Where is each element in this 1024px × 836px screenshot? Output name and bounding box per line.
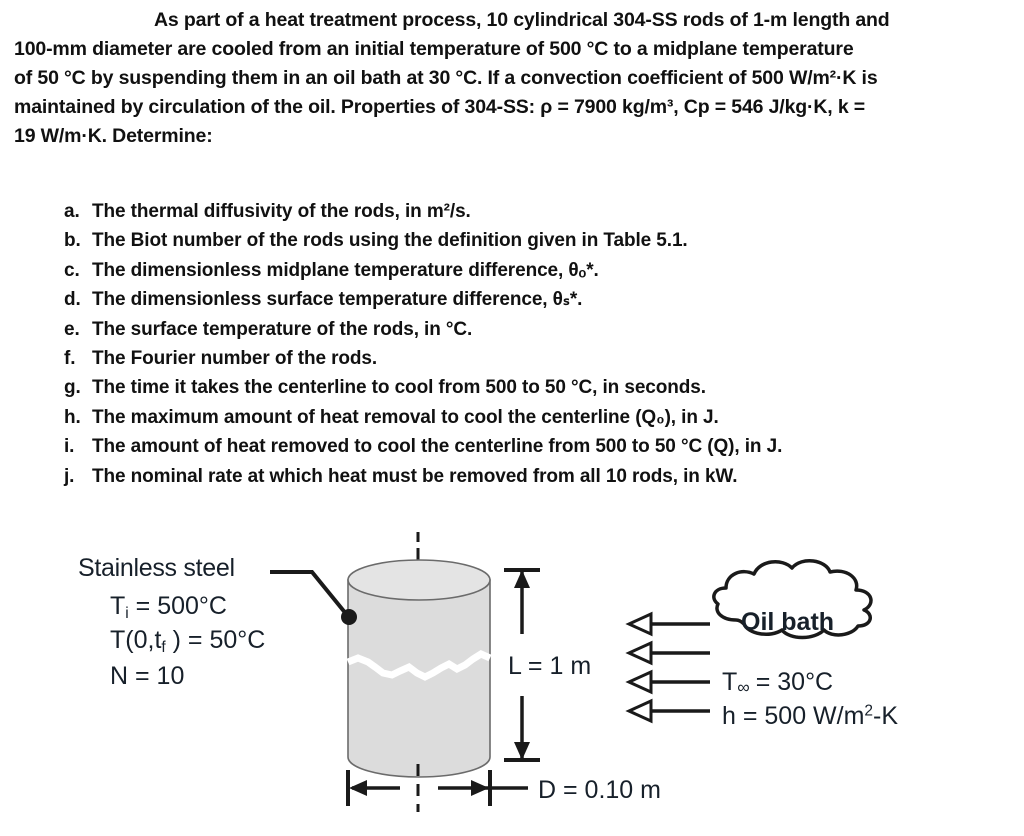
- diameter-left-arrowhead: [349, 780, 367, 796]
- problem-line-5-text: 19 W/m·K. Determine:: [14, 125, 213, 147]
- cylinder-top-ellipse: [348, 560, 490, 600]
- list-item: [64, 344, 984, 373]
- list-item: [64, 256, 984, 285]
- initial-temperature-value: = 500°C: [128, 592, 227, 620]
- convection-arrows: [648, 624, 710, 711]
- list-item-marker: j.: [64, 465, 75, 487]
- convection-coefficient-text: h = 500 W/m: [722, 702, 865, 730]
- problem-line-5: [14, 122, 1014, 151]
- list-item-marker: d.: [64, 289, 81, 311]
- convection-coefficient-exponent: 2: [864, 702, 874, 720]
- problem-statement: [14, 6, 1014, 151]
- leader-dot: [341, 609, 357, 625]
- problem-line-2-text: 100-mm diameter are cooled from an initial temperature of 500 °C to a midplane temperature: [14, 38, 854, 60]
- list-item: [64, 226, 984, 255]
- initial-temperature-label: [110, 592, 227, 623]
- problem-line-2: [14, 35, 1014, 64]
- convection-coefficient-label: [722, 702, 898, 731]
- length-dim-up-arrowhead: [514, 570, 530, 588]
- convection-arrowheads: [629, 614, 651, 721]
- list-item-text: The time it takes the centerline to cool from 500 to 50 °C, in seconds.: [92, 377, 706, 399]
- midplane-temperature-symbol: T(0,t: [110, 626, 162, 654]
- list-item-marker: g.: [64, 377, 81, 399]
- question-list: [64, 197, 984, 491]
- length-dimension-label: L = 1 m: [508, 652, 592, 680]
- list-item: [64, 432, 984, 461]
- problem-line-3: [14, 64, 1014, 93]
- list-item-text: The dimensionless midplane temperature difference, θₒ*.: [92, 259, 599, 281]
- midplane-temperature-label: [110, 626, 265, 657]
- problem-line-4-text: maintained by circulation of the oil. Properties of 304-SS: ρ = 7900 kg/m³, Cp = 546 J/kg·K, k =: [14, 96, 866, 118]
- ambient-temperature-label: [722, 668, 833, 698]
- cooling-rod-diagram: [0, 512, 1024, 836]
- list-item: [64, 285, 984, 314]
- initial-temperature-symbol: T: [110, 592, 126, 620]
- list-item: [64, 373, 984, 402]
- leader-line: [270, 572, 347, 615]
- stainless-steel-label: Stainless steel: [78, 554, 235, 582]
- list-item-marker: i.: [64, 436, 75, 458]
- list-item-marker: e.: [64, 318, 80, 340]
- rod-count-label: N = 10: [110, 662, 185, 690]
- oil-bath-label: Oil bath: [741, 608, 835, 636]
- list-item-marker: c.: [64, 259, 80, 281]
- list-item: [64, 403, 984, 432]
- convection-coefficient-tail: -K: [873, 702, 899, 730]
- problem-line-1-text: As part of a heat treatment process, 10 cylindrical 304-SS rods of 1-m length and: [154, 9, 890, 31]
- list-item: [64, 462, 984, 491]
- list-item-text: The nominal rate at which heat must be removed from all 10 rods, in kW.: [92, 465, 738, 487]
- convection-arrowhead-1: [629, 614, 651, 634]
- list-item-marker: a.: [64, 201, 80, 222]
- infinity-subscript-icon: ∞: [737, 677, 749, 698]
- list-item-text: The Fourier number of the rods.: [92, 347, 378, 369]
- convection-arrowhead-3: [629, 672, 651, 692]
- midplane-temperature-value: ) = 50°C: [165, 626, 266, 654]
- initial-temperature-subscript: i: [125, 604, 129, 622]
- list-item-marker: h.: [64, 406, 81, 428]
- list-item: [64, 197, 984, 226]
- midplane-temperature-subscript: f: [161, 638, 166, 656]
- list-item-text: The surface temperature of the rods, in °C.: [92, 318, 473, 340]
- list-item-marker: b.: [64, 230, 81, 252]
- length-dim-down-arrowhead: [514, 742, 530, 760]
- problem-line-4: [14, 93, 1014, 122]
- convection-arrowhead-2: [629, 643, 651, 663]
- problem-line-3-text: of 50 °C by suspending them in an oil bath at 30 °C. If a convection coefficient of 500 W/m²·K is: [14, 67, 878, 89]
- diameter-right-arrowhead: [471, 780, 489, 796]
- list-item: [64, 315, 984, 344]
- diameter-dimension-label: D = 0.10 m: [538, 776, 661, 804]
- list-item-text: The dimensionless surface temperature difference, θₛ*.: [92, 289, 583, 311]
- ambient-temperature-value: = 30°C: [748, 668, 834, 696]
- convection-arrowhead-4: [629, 701, 651, 721]
- cylinder-body: [348, 580, 490, 777]
- list-item-marker: f.: [64, 347, 76, 369]
- list-item-text: The amount of heat removed to cool the centerline from 500 to 50 °C (Q), in J.: [92, 436, 783, 458]
- problem-line-1: [14, 6, 1014, 35]
- list-item-text: The Biot number of the rods using the definition given in Table 5.1.: [92, 230, 688, 252]
- list-item-text: The maximum amount of heat removal to cool the centerline (Q₀), in J.: [92, 406, 719, 428]
- list-item-text: The thermal diffusivity of the rods, in m²/s.: [92, 201, 471, 222]
- ambient-temperature-symbol: T: [722, 668, 738, 696]
